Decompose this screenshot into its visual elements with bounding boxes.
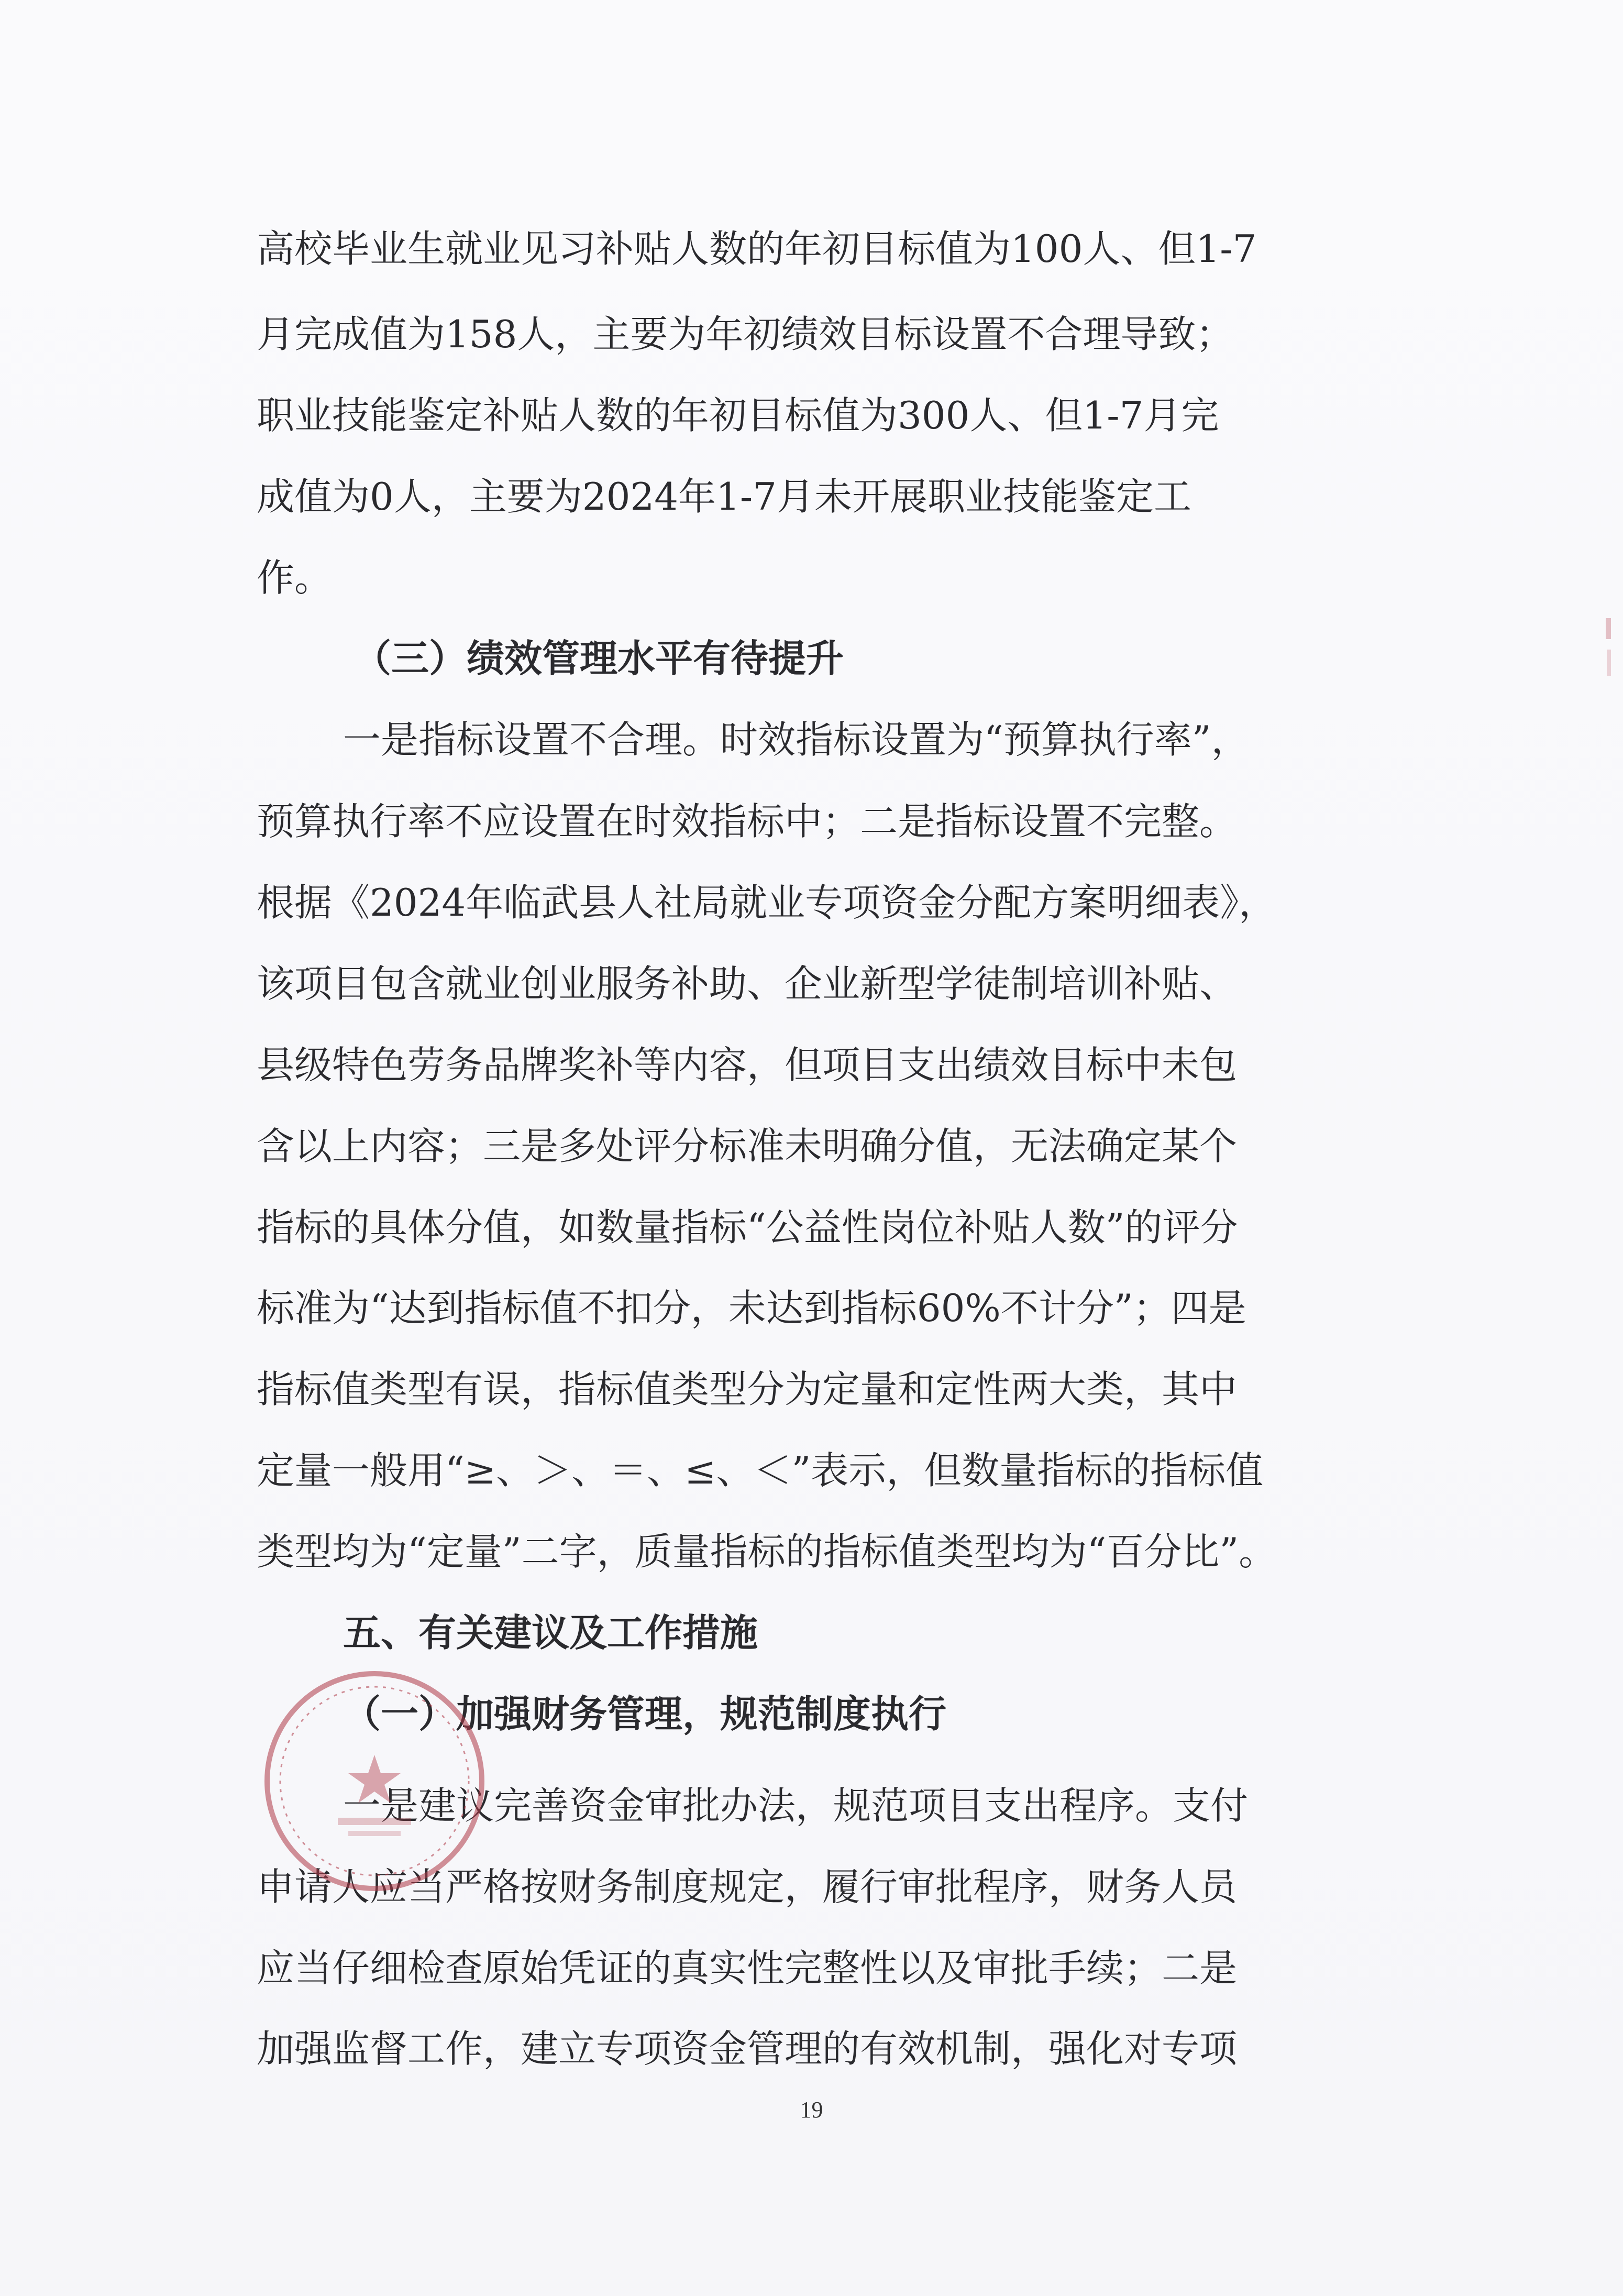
text-line-11: 县级特色劳务品牌奖补等内容，但项目支出绩效目标中未包 <box>257 1043 1238 1087</box>
page-number: 19 <box>800 2097 823 2123</box>
text-line-2: 月完成值为158人，主要为年初绩效目标设置不合理导致； <box>257 312 1234 356</box>
text-line-21: 申请人应当严格按财务制度规定，履行审批程序，财务人员 <box>257 1865 1238 1909</box>
text-line-17: 类型均为“定量”二字，质量指标的指标值类型均为“百分比”。 <box>257 1530 1277 1574</box>
text-line-12: 含以上内容；三是多处评分标准未明确分值，无法确定某个 <box>257 1124 1238 1168</box>
text-line-7: 一是指标设置不合理。时效指标设置为“预算执行率”， <box>343 718 1249 762</box>
official-seal-image <box>259 1666 490 1896</box>
text-line-15: 指标值类型有误，指标值类型分为定量和定性两大类，其中 <box>257 1367 1238 1411</box>
text-line-1: 高校毕业生就业见习补贴人数的年初目标值为100人、但1-7 <box>257 227 1257 271</box>
text-line-14: 标准为“达到指标值不扣分，未达到指标60%不计分”；四是 <box>257 1286 1246 1330</box>
text-line-22: 应当仔细检查原始凭证的真实性完整性以及审批手续；二是 <box>257 1946 1238 1990</box>
section-heading-1: （一）加强财务管理，规范制度执行 <box>343 1691 947 1736</box>
text-line-23: 加强监督工作，建立专项资金管理的有效机制，强化对专项 <box>257 2027 1238 2071</box>
section-heading-3: （三）绩效管理水平有待提升 <box>354 636 844 680</box>
chapter-heading-5: 五、有关建议及工作措施 <box>343 1610 758 1655</box>
text-line-10: 该项目包含就业创业服务补助、企业新型学徒制培训补贴、 <box>257 962 1238 1006</box>
scan-edge-mark <box>1604 618 1614 681</box>
text-line-5: 作。 <box>257 556 333 600</box>
text-line-3: 职业技能鉴定补贴人数的年初目标值为300人、但1-7月完 <box>257 393 1219 437</box>
text-line-4: 成值为0人，主要为2024年1-7月未开展职业技能鉴定工 <box>257 475 1191 519</box>
text-line-9: 根据《2024年临武县人社局就业专项资金分配方案明细表》， <box>257 881 1277 925</box>
text-line-16: 定量一般用“≥、＞、＝、≤、＜”表示，但数量指标的指标值 <box>257 1448 1264 1492</box>
text-line-20: 一是建议完善资金审批办法，规范项目支出程序。支付 <box>343 1784 1249 1828</box>
text-line-13: 指标的具体分值，如数量指标“公益性岗位补贴人数”的评分 <box>257 1205 1238 1249</box>
text-line-8: 预算执行率不应设置在时效指标中；二是指标设置不完整。 <box>257 799 1238 843</box>
